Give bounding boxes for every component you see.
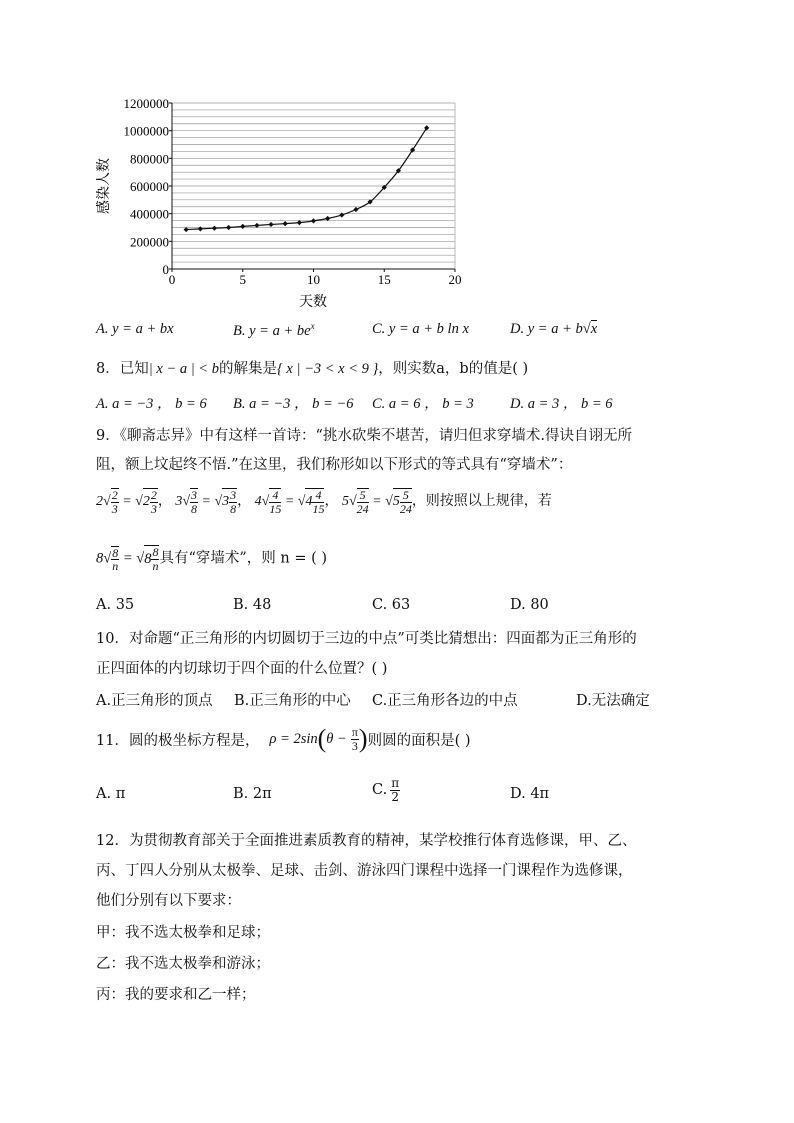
q11-option-a[interactable]: A. π [96, 786, 126, 802]
q12-line6: 丙：我的要求和乙一样； [96, 987, 256, 1003]
q10-option-c[interactable]: C.正三角形各边的中点 [372, 693, 518, 709]
q8-option-b[interactable]: B. a = −3 ， b = −6 [233, 396, 354, 412]
chart-point [311, 218, 316, 223]
chart-grid [172, 103, 455, 269]
q8-option-d[interactable]: D. a = 3 ， b = 6 [510, 396, 613, 412]
q11-option-d[interactable]: D. 4π [510, 786, 550, 802]
q8-option-a[interactable]: A. a = −3 ， b = 6 [96, 396, 207, 412]
chart-x-tick-label: 15 [377, 272, 391, 287]
infection-chart [0, 0, 794, 320]
q10-line1: 10．对命题“正三角形的内切圆切于三边的中点”可类比猜想出：四面都为正三角形的 [96, 631, 637, 647]
q10-option-a[interactable]: A.正三角形的顶点 [96, 693, 213, 709]
chart-y-tick-label: 200000 [130, 234, 169, 250]
chart-y-tick-label: 1200000 [123, 96, 169, 111]
chart-point [353, 207, 358, 212]
chart-y-tick-label: 0 [162, 262, 169, 277]
chart-point [226, 225, 231, 230]
q10-option-d[interactable]: D.无法确定 [576, 693, 650, 709]
q11-option-c[interactable]: C. $\frac{\pi}{2}$ [372, 776, 400, 804]
q12-line2: 丙、丁四人分别从太极拳、足球、击剑、游泳四门课程中选择一门课程作为选修课， [96, 863, 633, 879]
chart-point [339, 212, 344, 217]
q9-option-d[interactable]: D. 80 [510, 597, 549, 613]
chart-x-tick-label: 5 [239, 272, 246, 287]
q9-line1: 9．《聊斋志异》中有这样一首诗：“挑水砍柴不堪苦，请归但求穿墙术.得诀自诩无所 [96, 428, 632, 444]
chart-y-tick-label: 400000 [130, 206, 169, 222]
chart-point [212, 226, 217, 231]
q9-option-c[interactable]: C. 63 [372, 597, 411, 613]
chart-point [240, 224, 245, 229]
chart-point [283, 221, 288, 226]
q10-option-b[interactable]: B.正三角形的中心 [234, 693, 351, 709]
q7-option-a[interactable]: A. y = a + bx [96, 321, 174, 337]
q11-stem: 11．圆的极坐标方程是， ρ = 2sin ( θ − $\frac{\pi}{3}$ ) 则圆的面积是( ) [96, 724, 471, 754]
chart-point [268, 222, 273, 227]
q9-option-a[interactable]: A. 35 [96, 597, 135, 613]
q12-line1: 12．为贯彻教育部关于全面推进素质教育的精神，某学校推行体育选修课，甲、乙、 [96, 833, 637, 849]
q12-line5: 乙：我不选太极拳和游泳； [96, 956, 270, 972]
chart-x-tick-label: 10 [307, 272, 320, 287]
q8-stem: 8．已知| x − a | < b的解集是{ x | −3 < x < 9 }，则实数a，b的值是( ) [96, 361, 529, 377]
chart-point [198, 226, 203, 231]
chart-y-tick-label: 1000000 [123, 123, 169, 139]
q7-option-b[interactable]: B. $y = a + be^x$ [233, 321, 315, 339]
q12-line4: 甲：我不选太极拳和足球； [96, 925, 270, 941]
q12-line3: 他们分别有以下要求： [96, 893, 241, 909]
q10-line2: 正四面体的内切球切于四个面的什么位置？( ) [96, 661, 388, 677]
q9-equations: 2√ $\frac{2}{3}$ = √2 $\frac{2}{3}$ ， 3√ $\frac{3}{8}$ = √3 $\frac{3}{8}$ ， 4√ $\frac{4}{15}$ = √4 $\frac{4}{15}$ ， 5√ $\frac{5}{24}$ = √5 $\frac{5}{24}$ ，则按照以上规律，若 [96, 488, 552, 516]
chart-xlabel: 天数 [299, 294, 327, 310]
q7-option-c[interactable]: C. y = a + b ln x [372, 321, 469, 337]
q7-option-d[interactable]: D. y = a + b√x [510, 321, 598, 337]
q11-option-b[interactable]: B. 2π [233, 786, 272, 802]
chart-x-tick-label: 0 [168, 272, 176, 287]
q8-option-c[interactable]: C. a = 6 ， b = 3 [372, 396, 474, 412]
q9-line2: 阻，额上坟起终不悟.”在这里，我们称形如以下形式的等式具有“穿墙术”： [96, 457, 573, 473]
chart-y-tick-label: 800000 [130, 151, 169, 167]
chart-x-tick-label: 20 [448, 272, 462, 287]
chart-ticks [124, 96, 462, 287]
chart-ylabel: 感染人数 [96, 158, 112, 214]
q9-option-b[interactable]: B. 48 [233, 597, 272, 613]
q9-line4: 8√ $\frac{8}{n}$ = √8 $\frac{8}{n}$ 具有“穿墙术”，则 n = ( ) [96, 545, 328, 574]
chart-y-tick-label: 600000 [130, 179, 169, 194]
